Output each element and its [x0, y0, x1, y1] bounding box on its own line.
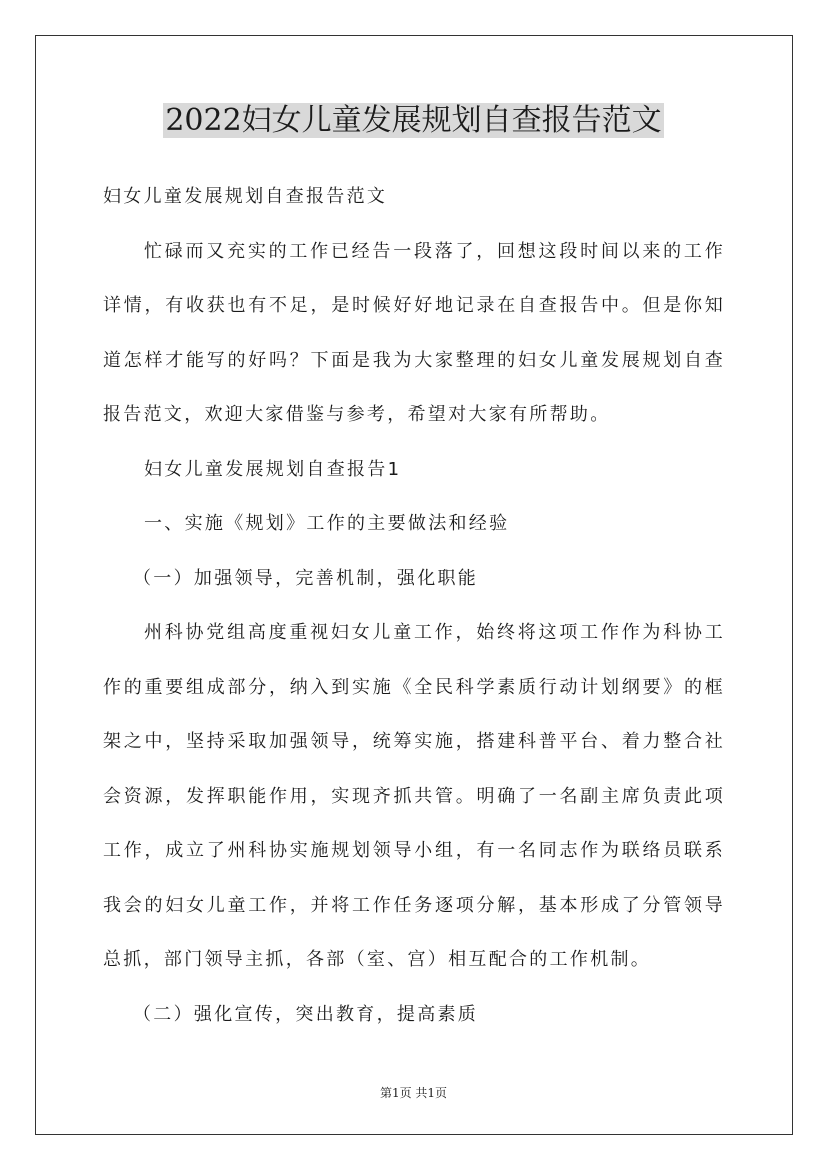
page-footer: [0, 1085, 827, 1101]
page-number: 第1页 共1页: [379, 1086, 448, 1100]
intro-paragraph: 忙碌而又充实的工作已经告一段落了，回想这段时间以来的工作详情，有收获也有不足，是时候好好地记录在自查报告中。但是你知道怎样才能写的好吗？下面是我为大家整理的妇女儿童发展规划自查报告范文，欢迎大家借鉴与参考，希望对大家有所帮助。: [103, 240, 725, 425]
document-title-text: 2022妇女儿童发展规划自查报告范文: [165, 103, 662, 138]
section-heading-1: 一、实施《规划》工作的主要做法和经验: [144, 513, 510, 534]
document-body: [103, 170, 725, 1042]
document-title: [0, 101, 827, 141]
subsection-heading-1: （一）加强领导，完善机制，强化职能: [133, 567, 479, 589]
subsection-heading-2: （二）强化宣传，突出教育，提高素质: [133, 1003, 479, 1025]
body-paragraph: 州科协党组高度重视妇女儿童工作，始终将这项工作作为科协工作的重要组成部分，纳入到实施《全民科学素质行动计划纲要》的框架之中，坚持采取加强领导，统筹实施，搭建科普平台、着力整合社会资源，发挥职能作用，实现齐抓共管。明确了一名副主席负责此项工作，成立了州科协实施规划领导小组，有一名同志作为联络员联系我会的妇女儿童工作，并将工作任务逐项分解，基本形成了分管领导总抓，部门领导主抓，各部（室、宫）相互配合的工作机制。: [103, 622, 725, 970]
report-heading: 妇女儿童发展规划自查报告1: [144, 458, 402, 480]
document-subtitle: 妇女儿童发展规划自查报告范文: [103, 186, 388, 207]
